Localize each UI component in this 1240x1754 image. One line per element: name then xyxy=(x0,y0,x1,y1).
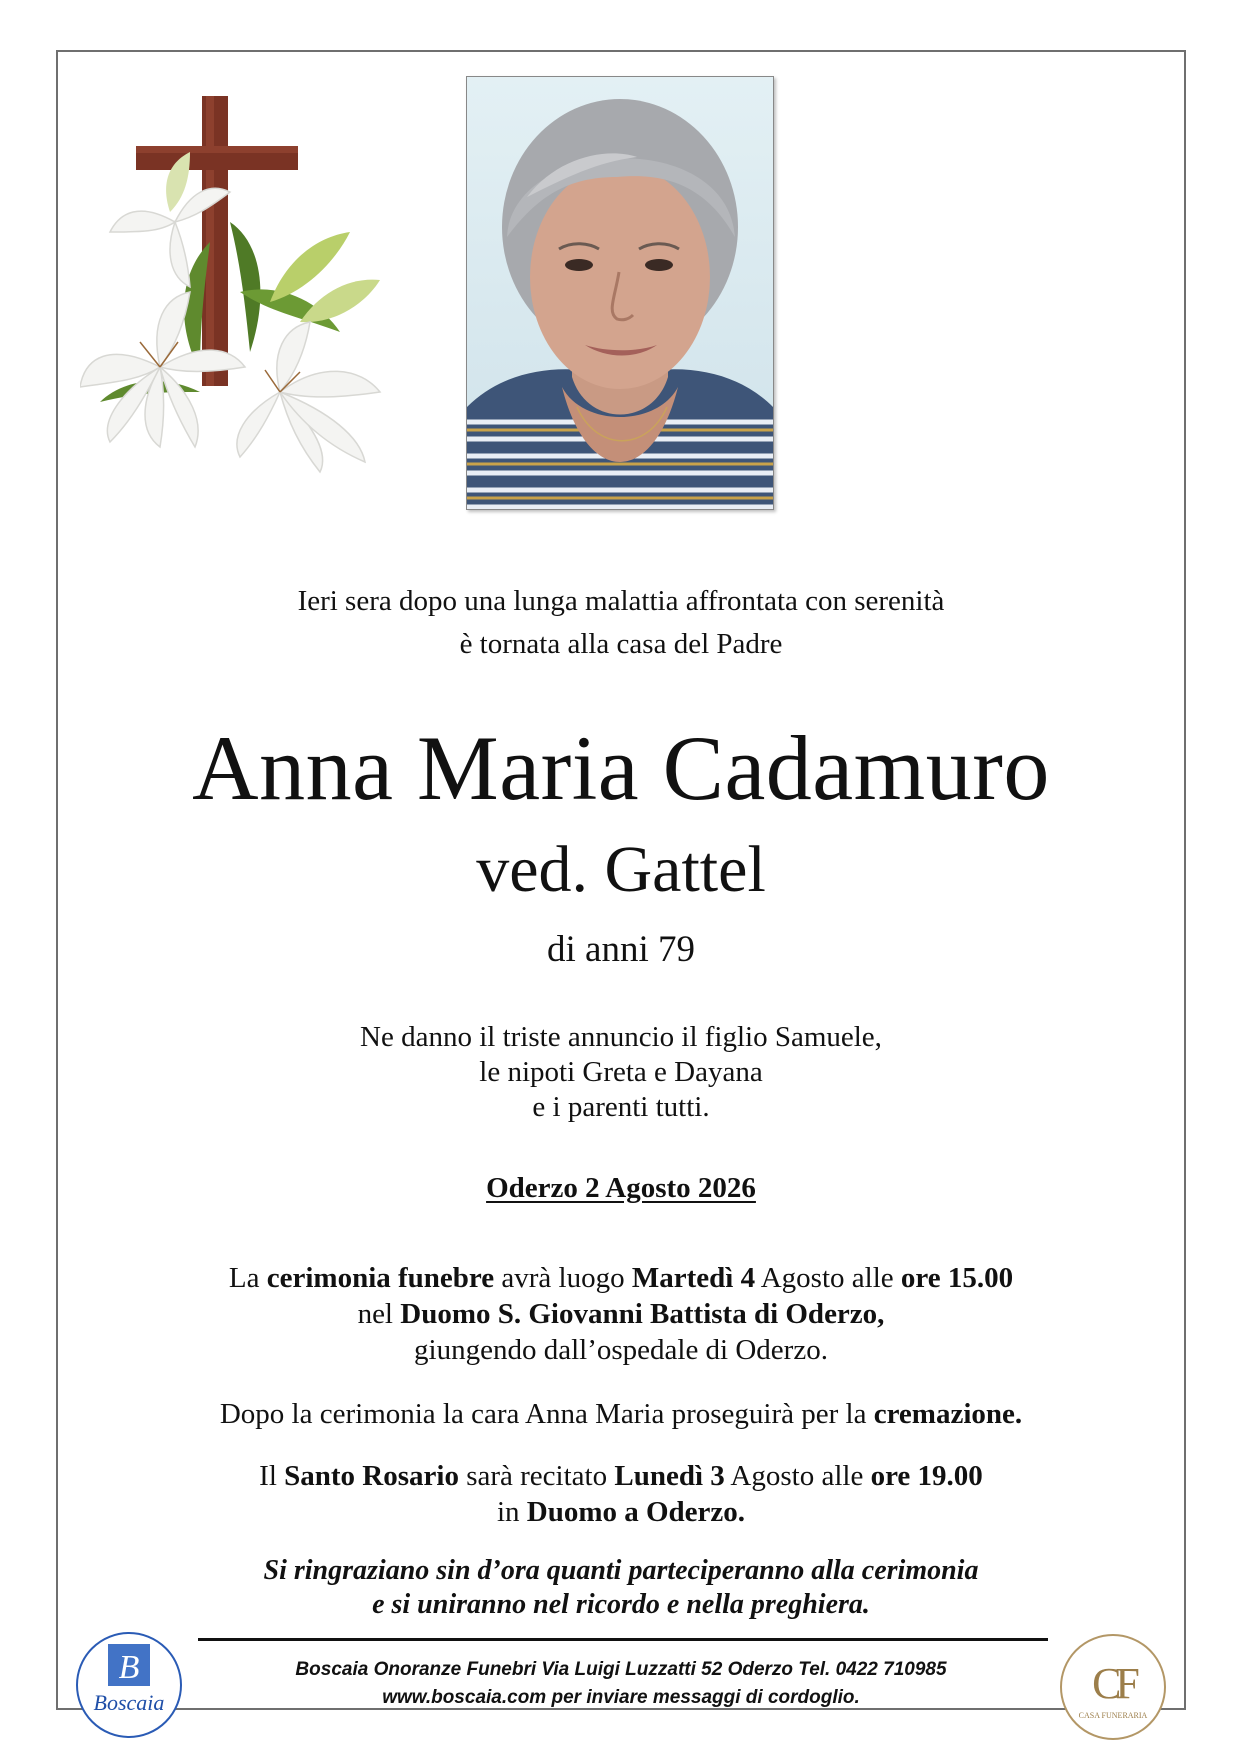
announcement-line-3: e i parenti tutti. xyxy=(532,1091,710,1123)
cross-with-lilies-icon xyxy=(80,92,410,522)
boscaia-monogram: B xyxy=(118,1649,140,1686)
ceremony-time: ore 15.00 xyxy=(900,1262,1014,1294)
obituary-sheet xyxy=(56,50,1186,1720)
thanks-line-2: e si uniranno nel ricordo e nella preghiera. xyxy=(372,1589,870,1620)
announcement xyxy=(58,1020,1184,1125)
rosary-text: Il xyxy=(259,1460,285,1492)
ceremony-line-3: giungendo dall’ospedale di Oderzo. xyxy=(414,1334,828,1366)
intro-line-2: è tornata alla casa del Padre xyxy=(459,628,783,660)
ceremony-info xyxy=(58,1260,1184,1368)
intro-line-1: Ieri sera dopo una lunga malattia affrontata con serenità xyxy=(297,585,945,617)
rosary-text: Agosto alle xyxy=(724,1460,871,1492)
deceased-name: Anna Maria Cadamuro xyxy=(192,717,1050,819)
footer-line-2: www.boscaia.com per inviare messaggi di cordoglio. xyxy=(382,1687,860,1708)
portrait-photo xyxy=(466,76,774,510)
married-name: ved. Gattel xyxy=(476,833,766,906)
ceremony-text: La xyxy=(228,1262,267,1294)
cremation-text: Dopo la cerimonia la cara Anna Maria proseguirà per la xyxy=(219,1398,874,1430)
age: di anni 79 xyxy=(547,929,695,970)
rosary-day: Lunedì 3 xyxy=(614,1460,725,1492)
rosary-text: in xyxy=(496,1496,527,1528)
thanks-line-1: Si ringraziano sin d’ora quanti parteciperanno alla cerimonia xyxy=(263,1555,979,1586)
footer-divider xyxy=(198,1638,1048,1641)
thanks-text xyxy=(58,1554,1184,1622)
cremation-info xyxy=(58,1396,1184,1432)
date-place xyxy=(58,1170,1184,1206)
ceremony-day: Martedì 4 xyxy=(631,1262,756,1294)
cf-caption: CASA FUNERARIA xyxy=(1078,1711,1148,1720)
footer xyxy=(58,1656,1184,1712)
ceremony-text: Agosto alle xyxy=(755,1262,901,1294)
announcement-line-1: Ne danno il triste annuncio il figlio Samuele, xyxy=(360,1021,882,1053)
rosary-location: Duomo a Oderzo. xyxy=(526,1496,746,1528)
cremation-word: cremazione. xyxy=(873,1398,1023,1430)
ceremony-text: avrà luogo xyxy=(494,1262,632,1294)
rosary-time: ore 19.00 xyxy=(870,1460,983,1492)
cf-monogram: CF xyxy=(1092,1659,1134,1708)
rosary-info xyxy=(58,1458,1184,1530)
ceremony-location: Duomo S. Giovanni Battista di Oderzo, xyxy=(400,1298,885,1330)
footer-line-1: Boscaia Onoranze Funebri Via Luigi Luzzatti 52 Oderzo Tel. 0422 710985 xyxy=(295,1659,947,1680)
rosary-line-1 xyxy=(58,1458,1184,1494)
intro-text xyxy=(58,580,1184,666)
ceremony-type: cerimonia funebre xyxy=(266,1262,495,1294)
casa-funeraria-logo-icon xyxy=(1058,1632,1168,1742)
rosary-line-2 xyxy=(58,1494,1184,1530)
ceremony-text: nel xyxy=(357,1298,401,1330)
ceremony-line-2 xyxy=(58,1296,1184,1332)
boscaia-logo-name: Boscaia xyxy=(93,1690,165,1715)
rosary-text: sarà recitato xyxy=(458,1460,615,1492)
ceremony-line-1 xyxy=(58,1260,1184,1296)
announcement-line-2: le nipoti Greta e Dayana xyxy=(479,1056,763,1088)
rosary-title: Santo Rosario xyxy=(284,1460,459,1492)
portrait-image xyxy=(467,77,773,509)
date-place-text: Oderzo 2 Agosto 2026 xyxy=(486,1172,756,1204)
